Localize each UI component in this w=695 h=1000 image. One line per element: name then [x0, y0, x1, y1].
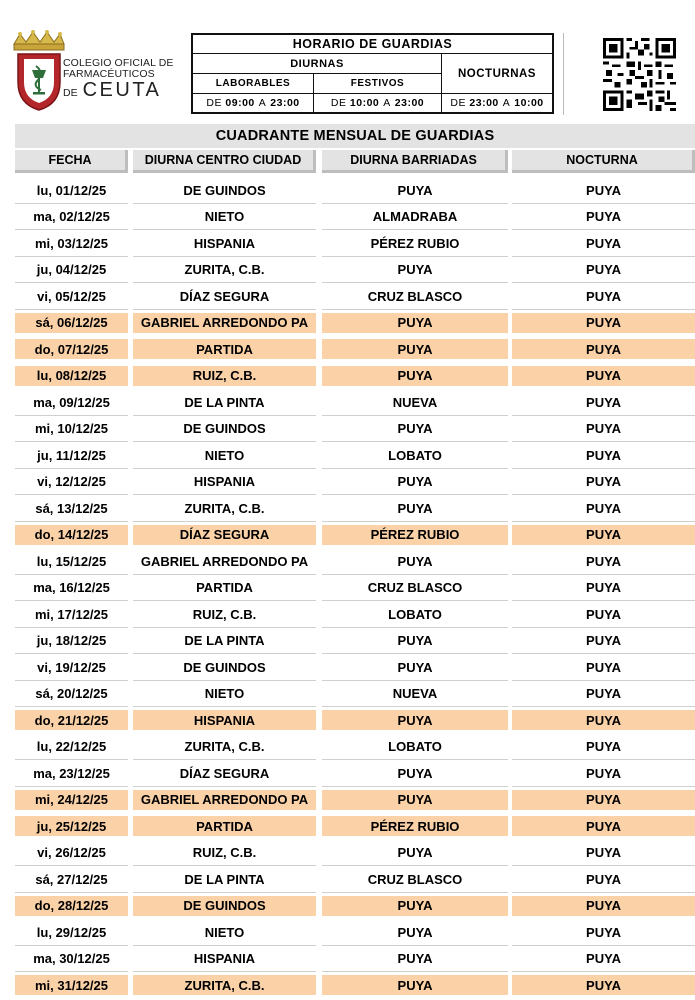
diurna-barriadas-cell: ALMADRABA [372, 209, 458, 224]
diurna-centro-cell: DE GUINDOS [133, 896, 316, 916]
diurna-barriadas-cell: PÉREZ RUBIO [370, 235, 460, 251]
diurna-barriadas-cell: PUYA [322, 896, 508, 916]
date-cell: vi, 12/12/25 [37, 474, 106, 489]
nocturna-cell: PUYA [586, 739, 621, 754]
table-row [15, 787, 695, 814]
date-cell: ma, 09/12/25 [33, 394, 110, 410]
table-row [15, 654, 695, 681]
nocturna-cell: PUYA [586, 182, 621, 198]
table-row [15, 840, 695, 867]
nocturna-cell: PUYA [586, 394, 621, 410]
diurna-centro-cell: GABRIEL ARREDONDO PA [140, 553, 309, 569]
table-row [15, 628, 695, 655]
nocturna-cell: PUYA [512, 975, 695, 995]
schedule-title: HORARIO DE GUARDIAS [193, 35, 552, 54]
nocturna-cell: PUYA [586, 209, 621, 224]
nocturna-cell: PUYA [586, 580, 621, 595]
date-cell: sá, 20/12/25 [35, 686, 108, 701]
column-header-nocturna: NOCTURNA [512, 150, 695, 173]
nocturna-cell: PUYA [586, 288, 621, 304]
diurna-centro-cell: GABRIEL ARREDONDO PA [133, 790, 316, 810]
diurna-barriadas-cell: PUYA [397, 500, 433, 516]
nocturna-cell: PUYA [586, 447, 621, 463]
diurna-centro-cell: NIETO [204, 686, 245, 701]
nocturna-cell: PUYA [512, 710, 695, 730]
diurna-barriadas-cell: PUYA [322, 339, 508, 359]
diurna-centro-cell: HISPANIA [133, 710, 316, 730]
header-divider [563, 33, 564, 115]
date-cell: mi, 10/12/25 [35, 421, 108, 436]
laborables-label: LABORABLES [193, 74, 314, 94]
diurna-centro-cell: RUIZ, C.B. [192, 845, 257, 860]
date-cell: lu, 08/12/25 [15, 366, 128, 386]
table-title: CUADRANTE MENSUAL DE GUARDIAS [15, 124, 695, 148]
diurna-barriadas-cell: PUYA [397, 765, 433, 781]
table-row [15, 416, 695, 443]
table-row [15, 972, 695, 999]
date-cell: ma, 02/12/25 [33, 209, 110, 224]
diurna-centro-cell: ZURITA, C.B. [184, 739, 265, 754]
diurna-centro-cell: ZURITA, C.B. [133, 975, 316, 995]
nocturna-cell: PUYA [512, 816, 695, 836]
nocturna-cell: PUYA [512, 313, 695, 333]
table-row [15, 946, 695, 973]
nocturna-cell: PUYA [512, 525, 695, 545]
nocturna-cell: PUYA [586, 659, 621, 675]
diurna-centro-cell: DE LA PINTA [184, 394, 265, 410]
nocturnas-label: NOCTURNAS [442, 54, 552, 94]
table-row [15, 601, 695, 628]
table-row [15, 522, 695, 549]
diurna-centro-cell: RUIZ, C.B. [192, 606, 257, 622]
laborables-hours: DE 09:00 A 23:00 [193, 94, 314, 112]
diurna-centro-cell: PARTIDA [196, 580, 253, 595]
date-cell: ma, 23/12/25 [33, 765, 110, 781]
diurna-centro-cell: ZURITA, C.B. [184, 500, 265, 516]
table-row [15, 469, 695, 496]
diurna-barriadas-cell: NUEVA [392, 394, 438, 410]
nocturna-cell: PUYA [586, 845, 621, 860]
table-row [15, 442, 695, 469]
date-cell: sá, 13/12/25 [35, 500, 108, 516]
column-header-fecha: FECHA [15, 150, 128, 173]
table-row [15, 310, 695, 337]
date-cell: vi, 05/12/25 [37, 288, 106, 304]
table-row [15, 575, 695, 602]
table-row [15, 336, 695, 363]
table-row [15, 389, 695, 416]
nocturnas-hours: DE 23:00 A 10:00 [450, 97, 544, 109]
date-cell: ma, 30/12/25 [33, 951, 110, 966]
date-cell: do, 21/12/25 [15, 710, 128, 730]
nocturna-cell: PUYA [586, 553, 621, 569]
date-cell: lu, 22/12/25 [36, 739, 107, 754]
diurna-barriadas-cell: PUYA [322, 313, 508, 333]
diurna-barriadas-cell: PUYA [397, 845, 433, 860]
qr-code-icon [603, 38, 676, 111]
nocturna-cell: PUYA [512, 366, 695, 386]
date-cell: do, 07/12/25 [15, 339, 128, 359]
table-row [15, 681, 695, 708]
table-row [15, 707, 695, 734]
diurna-centro-cell: RUIZ, C.B. [133, 366, 316, 386]
festivos-label: FESTIVOS [314, 74, 442, 94]
date-cell: lu, 15/12/25 [36, 553, 107, 569]
diurna-barriadas-cell: PUYA [397, 633, 433, 648]
diurna-barriadas-cell: PUYA [397, 659, 433, 675]
nocturna-cell: PUYA [512, 339, 695, 359]
table-row [15, 230, 695, 257]
date-cell: ju, 04/12/25 [36, 262, 107, 277]
crown-shield-emblem-icon [8, 30, 68, 115]
diurna-centro-cell: NIETO [204, 209, 245, 224]
table-row [15, 177, 695, 204]
diurna-barriadas-cell: PUYA [322, 366, 508, 386]
diurna-centro-cell: HISPANIA [193, 474, 256, 489]
nocturna-cell: PUYA [586, 474, 621, 489]
date-cell: ma, 16/12/25 [33, 580, 110, 595]
table-row [15, 734, 695, 761]
table-row [15, 893, 695, 920]
diurna-centro-cell: DE GUINDOS [183, 182, 266, 198]
date-cell: lu, 01/12/25 [36, 182, 107, 198]
diurna-barriadas-cell: CRUZ BLASCO [367, 288, 463, 304]
college-name-line2: FARMACÉUTICOS [63, 67, 155, 80]
date-cell: mi, 03/12/25 [35, 235, 108, 251]
college-name-prefix: DE [63, 87, 78, 99]
diurna-centro-cell: PARTIDA [133, 816, 316, 836]
nocturna-cell: PUYA [586, 871, 621, 887]
nocturna-cell: PUYA [586, 951, 621, 966]
diurna-centro-cell: DÍAZ SEGURA [133, 525, 316, 545]
nocturna-cell: PUYA [586, 606, 621, 622]
diurna-barriadas-cell: PÉREZ RUBIO [322, 525, 508, 545]
date-cell: sá, 27/12/25 [35, 871, 108, 887]
diurna-centro-cell: GABRIEL ARREDONDO PA [133, 313, 316, 333]
date-cell: ju, 11/12/25 [37, 447, 106, 463]
nocturna-cell: PUYA [586, 686, 621, 701]
diurna-barriadas-cell: LOBATO [388, 739, 442, 754]
diurna-centro-cell: DE GUINDOS [183, 421, 266, 436]
diurna-barriadas-cell: PUYA [397, 951, 433, 966]
nocturna-cell: PUYA [586, 924, 621, 940]
diurnas-label: DIURNAS [193, 54, 442, 74]
table-row [15, 204, 695, 231]
diurna-centro-cell: DÍAZ SEGURA [179, 288, 270, 304]
festivos-hours: DE 10:00 A 23:00 [314, 94, 442, 112]
nocturna-cell: PUYA [512, 896, 695, 916]
diurna-centro-cell: DÍAZ SEGURA [179, 765, 270, 781]
table-row [15, 257, 695, 284]
table-row [15, 495, 695, 522]
nocturna-cell: PUYA [586, 765, 621, 781]
table-row [15, 283, 695, 310]
date-cell: mi, 17/12/25 [35, 606, 108, 622]
table-row [15, 813, 695, 840]
diurna-centro-cell: ZURITA, C.B. [184, 262, 265, 277]
diurna-barriadas-cell: CRUZ BLASCO [367, 871, 463, 887]
date-cell: vi, 26/12/25 [37, 845, 106, 860]
column-header-diurna-centro: DIURNA CENTRO CIUDAD [133, 150, 316, 173]
college-name [63, 58, 174, 100]
diurna-centro-cell: DE LA PINTA [184, 633, 265, 648]
diurna-centro-cell: DE GUINDOS [183, 659, 266, 675]
nocturna-cell: PUYA [586, 633, 621, 648]
diurna-barriadas-cell: PUYA [397, 182, 433, 198]
college-name-line1: COLEGIO OFICIAL DE [63, 57, 174, 69]
date-cell: lu, 29/12/25 [36, 924, 107, 940]
table-row [15, 760, 695, 787]
diurna-centro-cell: HISPANIA [193, 235, 256, 251]
nocturna-cell: PUYA [586, 500, 621, 516]
diurna-barriadas-cell: PUYA [397, 421, 433, 436]
diurna-barriadas-cell: LOBATO [388, 447, 442, 463]
nocturna-cell: PUYA [586, 421, 621, 436]
diurna-barriadas-cell: PUYA [397, 262, 433, 277]
diurna-barriadas-cell: PUYA [322, 975, 508, 995]
diurna-barriadas-cell: PÉREZ RUBIO [322, 816, 508, 836]
diurna-centro-cell: NIETO [204, 447, 245, 463]
diurna-barriadas-cell: CRUZ BLASCO [367, 580, 463, 595]
date-cell: mi, 31/12/25 [15, 975, 128, 995]
diurna-barriadas-cell: PUYA [397, 924, 433, 940]
schedule-box [191, 33, 554, 114]
table-row [15, 363, 695, 390]
date-cell: do, 14/12/25 [15, 525, 128, 545]
table-row [15, 866, 695, 893]
date-cell: vi, 19/12/25 [37, 659, 106, 675]
date-cell: ju, 18/12/25 [36, 633, 107, 648]
date-cell: mi, 24/12/25 [15, 790, 128, 810]
diurna-centro-cell: NIETO [204, 924, 245, 940]
table-row [15, 548, 695, 575]
diurna-barriadas-cell: PUYA [322, 790, 508, 810]
college-city: CEUTA [82, 79, 162, 101]
diurna-centro-cell: PARTIDA [133, 339, 316, 359]
nocturna-cell: PUYA [586, 262, 621, 277]
table-header-row [15, 150, 695, 174]
table-row [15, 919, 695, 946]
diurna-barriadas-cell: LOBATO [388, 606, 442, 622]
diurna-centro-cell: DE LA PINTA [184, 871, 265, 887]
diurna-barriadas-cell: NUEVA [392, 686, 438, 701]
date-cell: sá, 06/12/25 [15, 313, 128, 333]
table-body [15, 177, 695, 999]
date-cell: ju, 25/12/25 [15, 816, 128, 836]
nocturna-cell: PUYA [586, 235, 621, 251]
diurna-centro-cell: HISPANIA [193, 951, 256, 966]
diurna-barriadas-cell: PUYA [397, 553, 433, 569]
diurna-barriadas-cell: PUYA [322, 710, 508, 730]
date-cell: do, 28/12/25 [15, 896, 128, 916]
diurna-barriadas-cell: PUYA [397, 474, 433, 489]
nocturna-cell: PUYA [512, 790, 695, 810]
column-header-diurna-barriadas: DIURNA BARRIADAS [322, 150, 508, 173]
